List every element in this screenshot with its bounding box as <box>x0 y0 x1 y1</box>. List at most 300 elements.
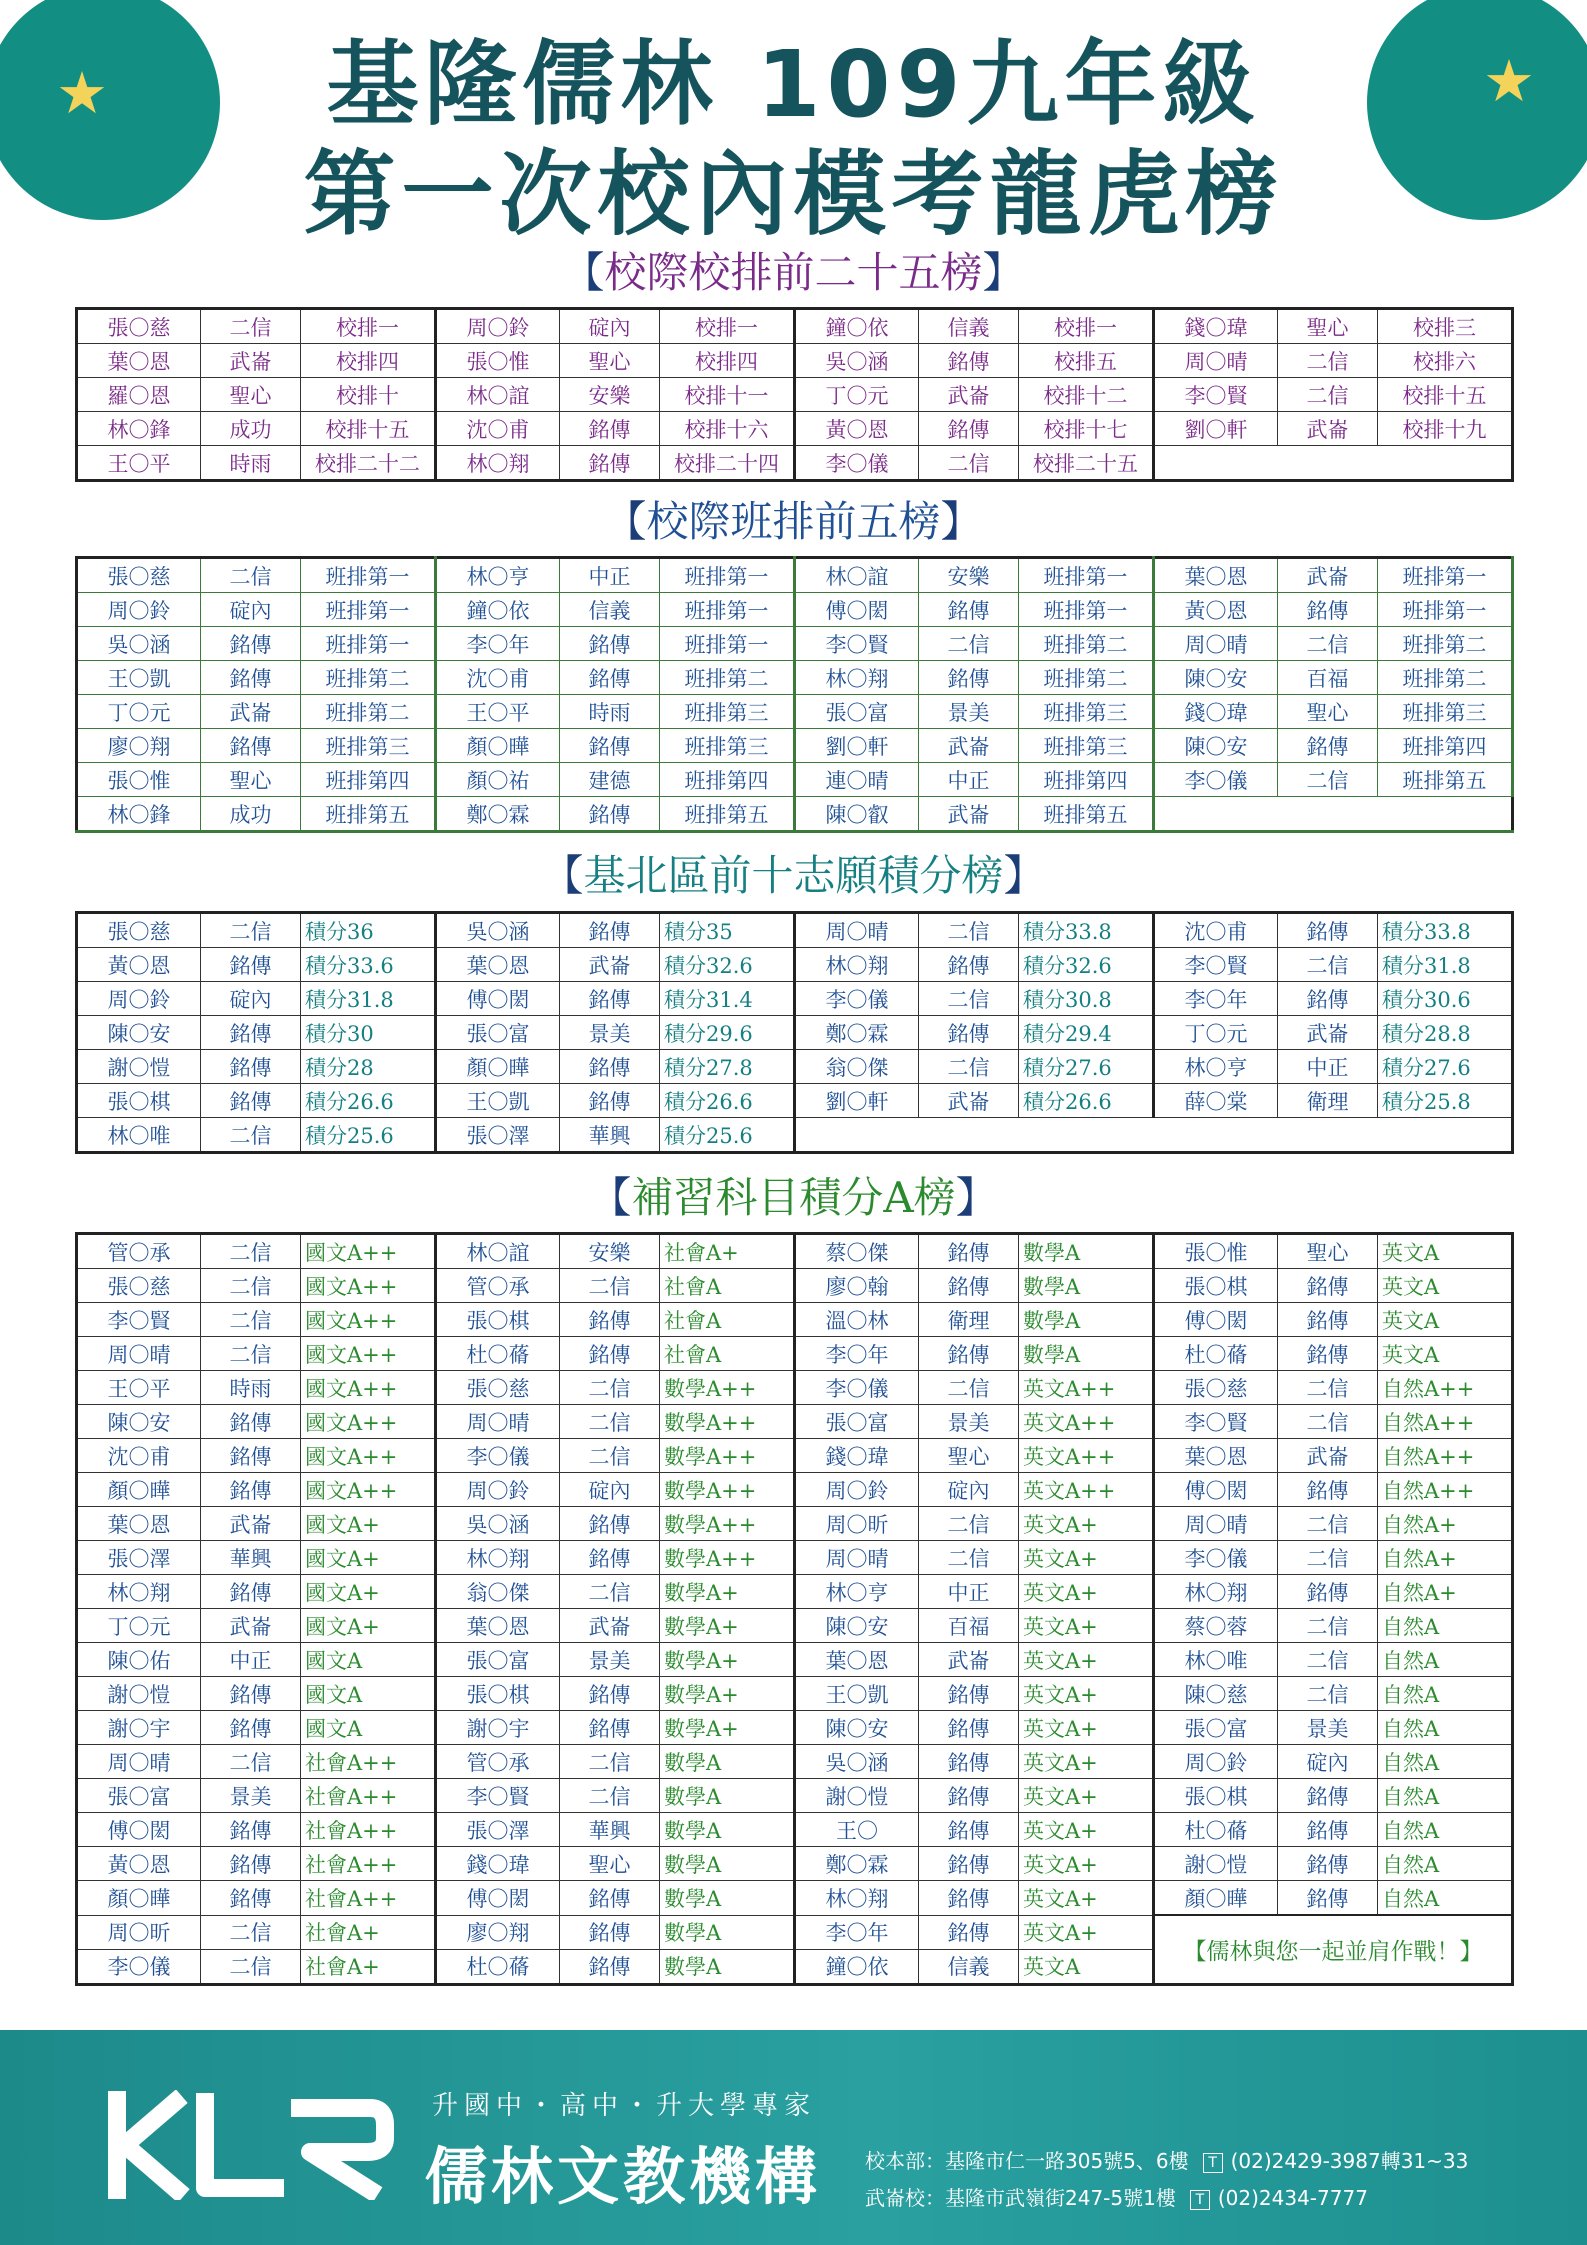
rank-value: 積分28 <box>301 1050 436 1084</box>
student-name: 陳〇佑 <box>77 1643 201 1677</box>
student-name: 周〇晴 <box>795 913 919 948</box>
school-name: 武崙 <box>560 948 660 982</box>
blank-cell <box>795 1118 1513 1153</box>
school-name: 銘傳 <box>919 1269 1019 1303</box>
student-name: 管〇承 <box>436 1269 560 1303</box>
student-name: 林〇鋒 <box>77 797 201 832</box>
school-name: 銘傳 <box>560 412 660 446</box>
rank-value: 數學A++ <box>660 1473 795 1507</box>
school-name: 銘傳 <box>560 1915 660 1949</box>
rank-value: 班排第三 <box>1378 695 1513 729</box>
student-name: 張〇惟 <box>1154 1234 1278 1269</box>
rank-value: 積分31.8 <box>301 982 436 1016</box>
rank-value: 班排第二 <box>1378 661 1513 695</box>
student-name: 林〇唯 <box>77 1118 201 1153</box>
student-name: 周〇晴 <box>77 1745 201 1779</box>
rank-value: 班排第二 <box>1019 661 1154 695</box>
school-name: 銘傳 <box>560 446 660 481</box>
school-name: 信義 <box>560 593 660 627</box>
rank-value: 數學A+ <box>660 1609 795 1643</box>
school-name: 二信 <box>201 1269 301 1303</box>
school-name: 中正 <box>919 1575 1019 1609</box>
school-name: 銘傳 <box>919 948 1019 982</box>
rank-value: 自然A++ <box>1378 1405 1513 1439</box>
rank-value: 自然A++ <box>1378 1371 1513 1405</box>
table-row <box>77 627 1513 661</box>
student-name: 錢〇瑋 <box>1154 695 1278 729</box>
rank-value: 校排四 <box>301 344 436 378</box>
school-name: 聖心 <box>1278 1234 1378 1269</box>
student-name: 李〇年 <box>795 1337 919 1371</box>
student-name: 周〇鈴 <box>1154 1745 1278 1779</box>
student-name: 林〇翔 <box>436 446 560 481</box>
section-title-class-rank: 【校際班排前五榜】 <box>604 497 983 546</box>
student-name: 王〇 <box>795 1813 919 1847</box>
rank-value: 積分35 <box>660 913 795 948</box>
student-name: 管〇承 <box>436 1745 560 1779</box>
rank-value: 自然A+ <box>1378 1541 1513 1575</box>
school-name: 二信 <box>201 1234 301 1269</box>
student-name: 謝〇宇 <box>436 1711 560 1745</box>
star-icon: ★ <box>1483 47 1535 115</box>
school-name: 百福 <box>1278 661 1378 695</box>
student-name: 張〇惟 <box>77 763 201 797</box>
student-name: 李〇賢 <box>795 627 919 661</box>
school-name: 銘傳 <box>560 982 660 1016</box>
table-row <box>77 1303 1513 1337</box>
school-name: 銘傳 <box>919 344 1019 378</box>
student-name: 張〇澤 <box>436 1118 560 1153</box>
student-name: 黃〇恩 <box>1154 593 1278 627</box>
school-name: 二信 <box>201 1745 301 1779</box>
student-name: 顏〇祐 <box>436 763 560 797</box>
rank-value: 社會A+ <box>301 1915 436 1949</box>
rank-value: 英文A <box>1378 1303 1513 1337</box>
rank-value: 積分32.6 <box>1019 948 1154 982</box>
student-name: 丁〇元 <box>77 695 201 729</box>
rank-value: 英文A+ <box>1019 1507 1154 1541</box>
rank-value: 英文A+ <box>1019 1847 1154 1881</box>
table-row <box>77 1847 1513 1881</box>
rank-value: 班排第三 <box>301 729 436 763</box>
rank-value: 班排第三 <box>660 695 795 729</box>
rank-value: 班排第五 <box>660 797 795 832</box>
rank-value: 國文A++ <box>301 1405 436 1439</box>
student-name: 周〇晴 <box>436 1405 560 1439</box>
school-name: 銘傳 <box>919 1847 1019 1881</box>
student-name: 林〇翔 <box>77 1575 201 1609</box>
table-row <box>77 446 1513 481</box>
rank-value: 積分27.6 <box>1019 1050 1154 1084</box>
rank-value: 班排第二 <box>1378 627 1513 661</box>
student-name: 李〇儀 <box>795 982 919 1016</box>
school-name: 武崙 <box>1278 412 1378 446</box>
school-name: 銘傳 <box>919 1016 1019 1050</box>
student-name: 丁〇元 <box>795 378 919 412</box>
phone-icon: T <box>1203 2153 1223 2173</box>
rank-value: 校排十五 <box>301 412 436 446</box>
rank-value: 國文A+ <box>301 1575 436 1609</box>
table-row <box>77 1915 1513 1949</box>
table-row <box>77 1234 1513 1269</box>
rank-value: 積分33.6 <box>301 948 436 982</box>
rank-value: 數學A++ <box>660 1371 795 1405</box>
rank-value: 積分29.4 <box>1019 1016 1154 1050</box>
student-name: 廖〇翔 <box>77 729 201 763</box>
rank-value: 校排十七 <box>1019 412 1154 446</box>
student-name: 林〇誼 <box>436 378 560 412</box>
student-name: 林〇翔 <box>436 1541 560 1575</box>
footer <box>0 2030 1587 2245</box>
student-name: 吳〇涵 <box>77 627 201 661</box>
rank-value: 班排第五 <box>1019 797 1154 832</box>
student-name: 王〇平 <box>436 695 560 729</box>
school-name: 武崙 <box>201 1609 301 1643</box>
student-name: 林〇亨 <box>436 558 560 593</box>
rank-value: 班排第一 <box>660 593 795 627</box>
rank-value: 社會A++ <box>301 1745 436 1779</box>
school-name: 二信 <box>1278 948 1378 982</box>
school-name: 景美 <box>560 1643 660 1677</box>
rank-value: 班排第四 <box>660 763 795 797</box>
student-name: 鄭〇霖 <box>436 797 560 832</box>
school-name: 銘傳 <box>919 1813 1019 1847</box>
rank-value: 自然A <box>1378 1677 1513 1711</box>
rank-value: 積分31.8 <box>1378 948 1513 982</box>
school-name: 衛理 <box>919 1303 1019 1337</box>
rank-value: 自然A <box>1378 1745 1513 1779</box>
school-name: 二信 <box>560 1439 660 1473</box>
rank-value: 班排第一 <box>1378 593 1513 627</box>
org-name: 儒林文教機構 <box>425 2140 822 2213</box>
student-name: 陳〇安 <box>795 1609 919 1643</box>
rank-value: 班排第一 <box>1378 558 1513 593</box>
table-row <box>77 1677 1513 1711</box>
school-name: 聖心 <box>201 378 301 412</box>
rank-value: 英文A++ <box>1019 1371 1154 1405</box>
school-name: 武崙 <box>1278 1016 1378 1050</box>
rank-value: 數學A <box>660 1949 795 1984</box>
rank-value: 國文A++ <box>301 1269 436 1303</box>
school-name: 銘傳 <box>560 1541 660 1575</box>
school-name: 二信 <box>201 1915 301 1949</box>
rank-value: 國文A+ <box>301 1541 436 1575</box>
school-name: 成功 <box>201 797 301 832</box>
student-name: 李〇賢 <box>1154 378 1278 412</box>
school-name: 衛理 <box>1278 1084 1378 1118</box>
student-name: 吳〇涵 <box>436 913 560 948</box>
blank-cell <box>1154 446 1513 481</box>
school-name: 碇內 <box>560 1473 660 1507</box>
student-name: 林〇鋒 <box>77 412 201 446</box>
student-name: 顏〇曄 <box>1154 1881 1278 1916</box>
school-name: 銘傳 <box>560 1881 660 1916</box>
student-name: 鄭〇霖 <box>795 1016 919 1050</box>
rank-value: 積分25.6 <box>301 1118 436 1153</box>
school-name: 武崙 <box>1278 1439 1378 1473</box>
table-row <box>77 558 1513 593</box>
rank-value: 英文A+ <box>1019 1575 1154 1609</box>
rank-value: 班排第一 <box>1019 558 1154 593</box>
school-name: 銘傳 <box>919 661 1019 695</box>
student-name: 陳〇安 <box>795 1711 919 1745</box>
school-name: 銘傳 <box>919 412 1019 446</box>
school-name: 中正 <box>201 1643 301 1677</box>
school-name: 二信 <box>919 1541 1019 1575</box>
student-name: 顏〇曄 <box>436 1050 560 1084</box>
school-name: 碇內 <box>560 309 660 344</box>
student-name: 李〇賢 <box>436 1779 560 1813</box>
rank-value: 班排第五 <box>301 797 436 832</box>
school-name: 景美 <box>919 1405 1019 1439</box>
rank-value: 英文A+ <box>1019 1745 1154 1779</box>
student-name: 黃〇恩 <box>77 948 201 982</box>
student-name: 葉〇恩 <box>77 1507 201 1541</box>
rank-value: 校排五 <box>1019 344 1154 378</box>
table-row <box>77 1016 1513 1050</box>
rank-value: 積分33.8 <box>1378 913 1513 948</box>
rank-value: 國文A++ <box>301 1371 436 1405</box>
student-name: 連〇晴 <box>795 763 919 797</box>
school-name: 二信 <box>1278 1609 1378 1643</box>
school-rank-table <box>75 307 1514 482</box>
rank-value: 國文A++ <box>301 1473 436 1507</box>
student-name: 張〇慈 <box>77 558 201 593</box>
student-name: 傅〇閎 <box>1154 1473 1278 1507</box>
student-name: 林〇誼 <box>436 1234 560 1269</box>
student-name: 葉〇恩 <box>1154 558 1278 593</box>
klr-logo <box>105 2090 395 2200</box>
school-name: 銘傳 <box>1278 1779 1378 1813</box>
school-name: 銘傳 <box>919 1337 1019 1371</box>
rank-value: 校排十六 <box>660 412 795 446</box>
school-name: 銘傳 <box>1278 1847 1378 1881</box>
school-name: 二信 <box>919 1050 1019 1084</box>
rank-value: 英文A++ <box>1019 1405 1154 1439</box>
student-name: 管〇承 <box>77 1234 201 1269</box>
school-name: 銘傳 <box>1278 1303 1378 1337</box>
school-name: 武崙 <box>560 1609 660 1643</box>
school-name: 二信 <box>1278 344 1378 378</box>
rank-value: 積分32.6 <box>660 948 795 982</box>
table-row <box>77 1118 1513 1153</box>
rank-value: 數學A <box>1019 1234 1154 1269</box>
rank-value: 英文A+ <box>1019 1643 1154 1677</box>
table-row <box>77 1405 1513 1439</box>
student-name: 周〇晴 <box>1154 344 1278 378</box>
rank-value: 社會A++ <box>301 1779 436 1813</box>
rank-value: 積分25.6 <box>660 1118 795 1153</box>
student-name: 吳〇涵 <box>436 1507 560 1541</box>
school-name: 銘傳 <box>560 1050 660 1084</box>
school-name: 時雨 <box>560 695 660 729</box>
school-name: 銘傳 <box>560 661 660 695</box>
school-name: 二信 <box>1278 1371 1378 1405</box>
student-name: 溫〇林 <box>795 1303 919 1337</box>
rank-value: 自然A+ <box>1378 1507 1513 1541</box>
school-name: 華興 <box>560 1118 660 1153</box>
rank-value: 英文A <box>1378 1234 1513 1269</box>
rank-value: 數學A <box>1019 1337 1154 1371</box>
rank-value: 國文A++ <box>301 1234 436 1269</box>
rank-value: 社會A++ <box>301 1813 436 1847</box>
school-name: 銘傳 <box>560 729 660 763</box>
rank-value: 積分29.6 <box>660 1016 795 1050</box>
student-name: 張〇棋 <box>1154 1779 1278 1813</box>
student-name: 廖〇翔 <box>436 1915 560 1949</box>
rank-value: 數學A++ <box>660 1507 795 1541</box>
rank-value: 校排六 <box>1378 344 1513 378</box>
school-name: 銘傳 <box>1278 1813 1378 1847</box>
rank-value: 國文A+ <box>301 1609 436 1643</box>
school-name: 二信 <box>560 1779 660 1813</box>
school-name: 銘傳 <box>560 1084 660 1118</box>
rank-value: 班排第一 <box>301 558 436 593</box>
school-name: 銘傳 <box>201 1677 301 1711</box>
student-name: 陳〇慈 <box>1154 1677 1278 1711</box>
student-name: 張〇慈 <box>77 309 201 344</box>
rank-value: 校排十五 <box>1378 378 1513 412</box>
rank-value: 班排第四 <box>1378 729 1513 763</box>
school-name: 銘傳 <box>560 913 660 948</box>
table-row <box>77 1269 1513 1303</box>
school-name: 景美 <box>560 1016 660 1050</box>
student-name: 吳〇涵 <box>795 1745 919 1779</box>
student-name: 周〇晴 <box>77 1337 201 1371</box>
class-rank-table <box>75 556 1514 833</box>
school-name: 銘傳 <box>1278 593 1378 627</box>
student-name: 李〇年 <box>795 1915 919 1949</box>
rank-value: 社會A+ <box>301 1949 436 1984</box>
school-name: 碇內 <box>1278 1745 1378 1779</box>
rank-value: 班排第一 <box>301 593 436 627</box>
school-name: 二信 <box>1278 1507 1378 1541</box>
school-name: 二信 <box>1278 1405 1378 1439</box>
student-name: 林〇亨 <box>795 1575 919 1609</box>
school-name: 銘傳 <box>201 1016 301 1050</box>
table-row <box>77 1643 1513 1677</box>
school-name: 銘傳 <box>201 1405 301 1439</box>
rank-value: 積分36 <box>301 913 436 948</box>
school-name: 銘傳 <box>1278 913 1378 948</box>
table-row <box>77 982 1513 1016</box>
student-name: 葉〇恩 <box>1154 1439 1278 1473</box>
table-row <box>77 593 1513 627</box>
student-name: 葉〇恩 <box>795 1643 919 1677</box>
student-name: 張〇棋 <box>436 1303 560 1337</box>
table-row <box>77 948 1513 982</box>
student-name: 沈〇甫 <box>436 661 560 695</box>
rank-value: 班排第二 <box>1019 627 1154 661</box>
section-title-score: 【基北區前十志願積分榜】 <box>541 851 1046 900</box>
rank-value: 數學A <box>660 1915 795 1949</box>
rank-value: 自然A <box>1378 1609 1513 1643</box>
school-name: 二信 <box>919 982 1019 1016</box>
school-name: 二信 <box>201 1303 301 1337</box>
rank-value: 英文A+ <box>1019 1541 1154 1575</box>
student-name: 李〇儀 <box>1154 763 1278 797</box>
school-name: 二信 <box>201 1337 301 1371</box>
student-name: 沈〇甫 <box>436 412 560 446</box>
rank-value: 自然A <box>1378 1779 1513 1813</box>
rank-value: 英文A+ <box>1019 1915 1154 1949</box>
student-name: 周〇晴 <box>1154 1507 1278 1541</box>
school-name: 銘傳 <box>201 1881 301 1916</box>
rank-value: 積分26.6 <box>1019 1084 1154 1118</box>
student-name: 謝〇愷 <box>1154 1847 1278 1881</box>
student-name: 傅〇閎 <box>436 982 560 1016</box>
table-row <box>77 1609 1513 1643</box>
address-wulun: 武崙校：基隆市武嶺街247-5號1樓 T (02)2434-7777 <box>865 2186 1368 2210</box>
student-name: 王〇凱 <box>436 1084 560 1118</box>
student-name: 王〇平 <box>77 446 201 481</box>
student-name: 張〇棋 <box>436 1677 560 1711</box>
school-name: 銘傳 <box>919 1779 1019 1813</box>
student-name: 陳〇安 <box>77 1016 201 1050</box>
school-name: 銘傳 <box>1278 1337 1378 1371</box>
rank-value: 班排第二 <box>301 661 436 695</box>
student-name: 杜〇蓨 <box>1154 1813 1278 1847</box>
school-name: 銘傳 <box>1278 1575 1378 1609</box>
school-name: 銘傳 <box>201 1473 301 1507</box>
table-row <box>77 309 1513 344</box>
school-name: 銘傳 <box>1278 1473 1378 1507</box>
school-name: 安樂 <box>560 1234 660 1269</box>
table-row <box>77 1050 1513 1084</box>
school-name: 銘傳 <box>919 593 1019 627</box>
student-name: 周〇晴 <box>1154 627 1278 661</box>
school-name: 百福 <box>919 1609 1019 1643</box>
student-name: 顏〇曄 <box>77 1473 201 1507</box>
student-name: 李〇年 <box>1154 982 1278 1016</box>
rank-value: 國文A <box>301 1711 436 1745</box>
rank-value: 國文A++ <box>301 1439 436 1473</box>
school-name: 二信 <box>919 627 1019 661</box>
rank-value: 積分31.4 <box>660 982 795 1016</box>
school-name: 安樂 <box>560 378 660 412</box>
rank-value: 數學A <box>660 1847 795 1881</box>
school-name: 二信 <box>919 1507 1019 1541</box>
school-name: 碇內 <box>919 1473 1019 1507</box>
student-name: 李〇賢 <box>1154 948 1278 982</box>
student-name: 李〇儀 <box>436 1439 560 1473</box>
student-name: 張〇惟 <box>436 344 560 378</box>
student-name: 張〇富 <box>795 1405 919 1439</box>
rank-value: 積分28.8 <box>1378 1016 1513 1050</box>
student-name: 林〇翔 <box>1154 1575 1278 1609</box>
rank-value: 積分25.8 <box>1378 1084 1513 1118</box>
school-name: 華興 <box>201 1541 301 1575</box>
student-name: 謝〇愷 <box>795 1779 919 1813</box>
rank-value: 英文A+ <box>1019 1813 1154 1847</box>
school-name: 銘傳 <box>201 1084 301 1118</box>
rank-value: 數學A <box>660 1813 795 1847</box>
school-name: 銘傳 <box>201 1813 301 1847</box>
student-name: 錢〇瑋 <box>1154 309 1278 344</box>
table-row <box>77 1745 1513 1779</box>
student-name: 杜〇蓨 <box>436 1337 560 1371</box>
student-name: 王〇凱 <box>795 1677 919 1711</box>
school-name: 華興 <box>560 1813 660 1847</box>
school-name: 建德 <box>560 763 660 797</box>
rank-value: 積分30.6 <box>1378 982 1513 1016</box>
school-name: 二信 <box>201 1118 301 1153</box>
school-name: 銘傳 <box>919 1234 1019 1269</box>
rank-value: 班排第三 <box>660 729 795 763</box>
student-name: 傅〇閎 <box>436 1881 560 1916</box>
school-name: 二信 <box>560 1269 660 1303</box>
student-name: 顏〇曄 <box>436 729 560 763</box>
